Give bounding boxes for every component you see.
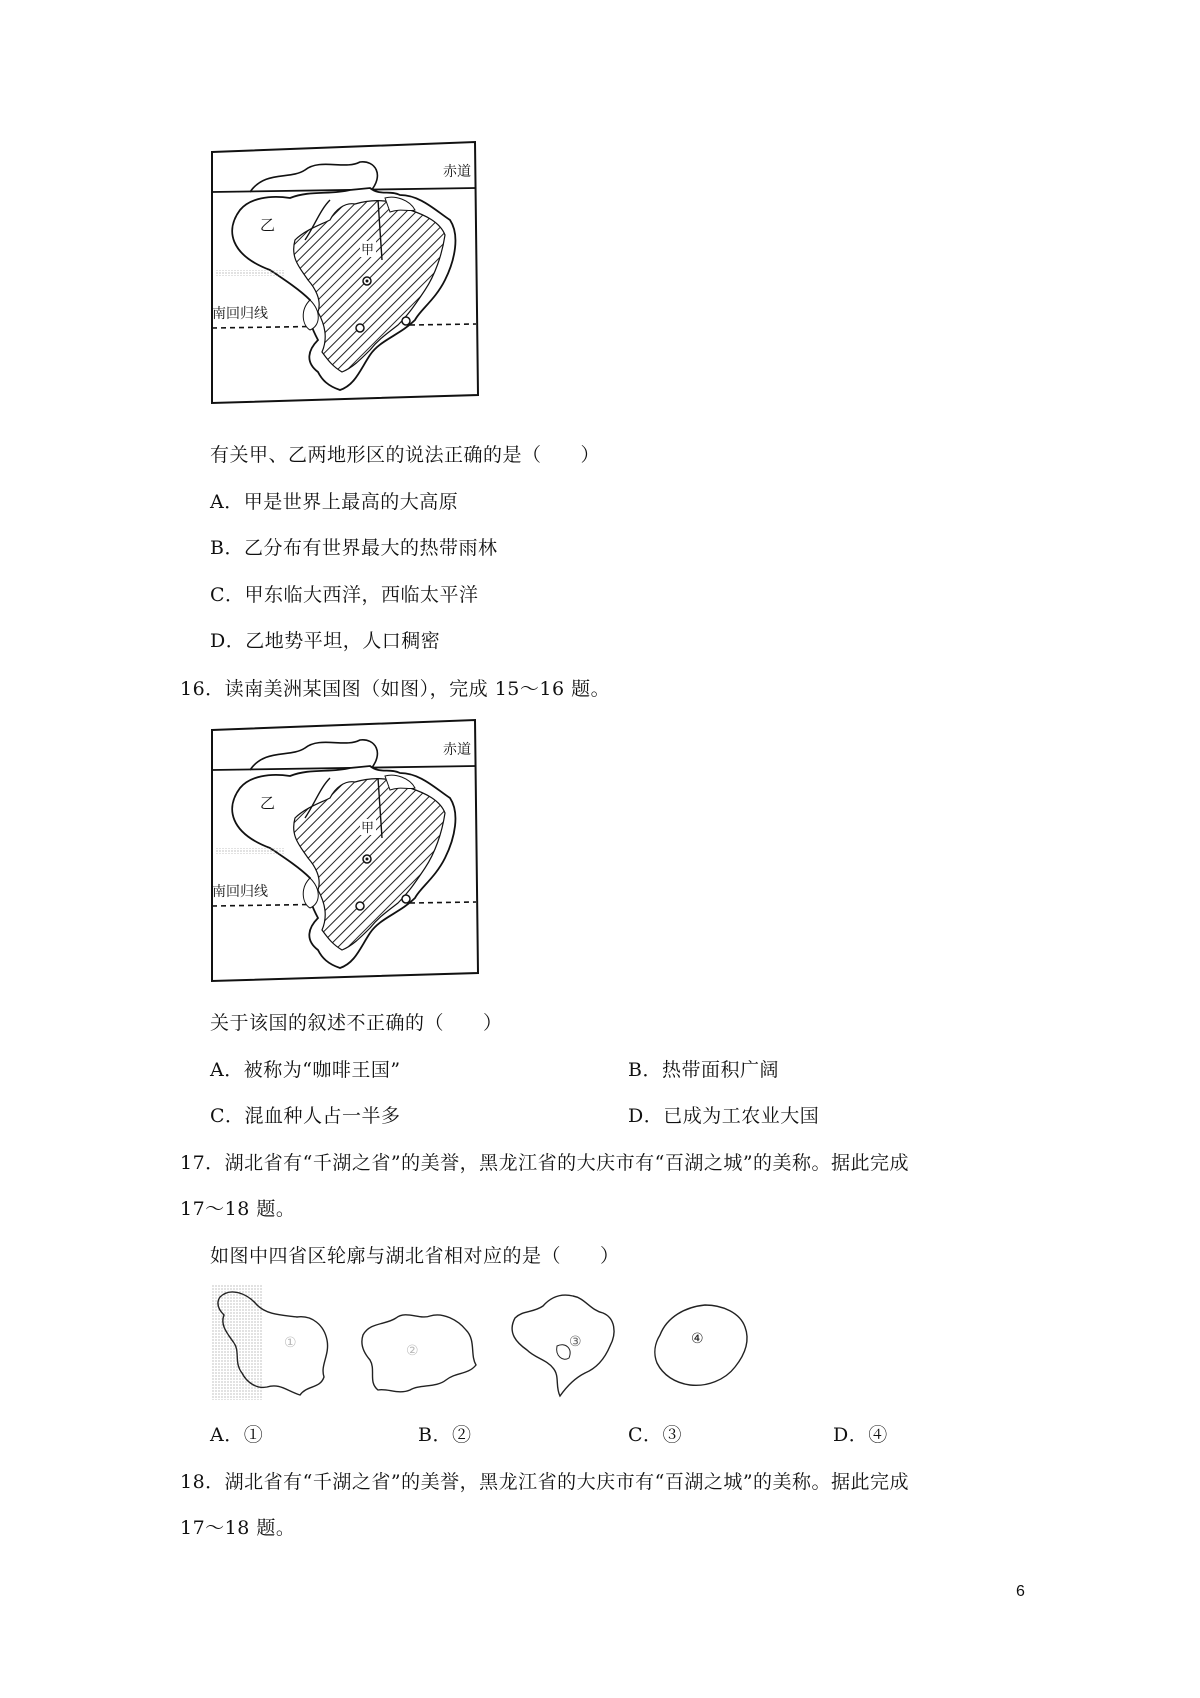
- q17-stem: 如图中四省区轮廓与湖北省相对应的是（ ）: [210, 1245, 620, 1267]
- province-4: [645, 1295, 755, 1395]
- page-number: 6: [1016, 1583, 1025, 1600]
- province-3: [505, 1288, 625, 1398]
- q16-yi-label: 乙: [260, 794, 276, 812]
- q15-option-d: D．乙地势平坦，人口稠密: [210, 630, 441, 652]
- q15-map: [210, 140, 480, 410]
- q16-option-d: D．已成为工农业大国: [628, 1105, 820, 1127]
- q16-equator-label: 赤道: [443, 742, 471, 758]
- q15-option-b: B．乙分布有世界最大的热带雨林: [210, 537, 498, 559]
- q16-jia-label: 甲: [361, 821, 375, 836]
- q16-map: [210, 718, 480, 988]
- province-1-label: ①: [284, 1335, 297, 1351]
- q17-option-a: A．①: [210, 1424, 264, 1446]
- q15-jia-label: 甲: [361, 243, 375, 258]
- q15-stem: 有关甲、乙两地形区的说法正确的是（ ）: [210, 444, 601, 466]
- q16-stem: 关于该国的叙述不正确的（ ）: [210, 1012, 503, 1034]
- q15-option-c: C．甲东临大西洋，西临太平洋: [210, 584, 479, 606]
- province-4-label: ④: [691, 1331, 704, 1347]
- q16-intro: 16．读南美洲某国图（如图），完成 15～16 题。: [180, 678, 611, 700]
- q15-equator-label: 赤道: [443, 164, 471, 180]
- q16-option-c: C．混血种人占一半多: [210, 1105, 401, 1127]
- q16-option-a: A．被称为“咖啡王国”: [210, 1059, 401, 1081]
- q16-tropic-label: 南回归线: [212, 884, 268, 900]
- q17-intro-line1: 17．湖北省有“千湖之省”的美誉，黑龙江省的大庆市有“百湖之城”的美称。据此完成: [180, 1152, 910, 1174]
- q15-option-a: A．甲是世界上最高的大高原: [210, 491, 459, 513]
- q18-intro-line1: 18．湖北省有“千湖之省”的美誉，黑龙江省的大庆市有“百湖之城”的美称。据此完成: [180, 1471, 910, 1493]
- q18-intro-line2: 17～18 题。: [180, 1517, 296, 1539]
- province-2-label: ②: [406, 1343, 419, 1359]
- q17-intro-line2: 17～18 题。: [180, 1198, 296, 1220]
- q16-option-b: B．热带面积广阔: [628, 1059, 779, 1081]
- q17-option-d: D．④: [833, 1424, 888, 1446]
- province-1: [212, 1285, 337, 1400]
- q17-option-b: B．②: [418, 1424, 472, 1446]
- province-3-label: ③: [569, 1334, 582, 1350]
- q15-tropic-label: 南回归线: [212, 306, 268, 322]
- province-2: [358, 1300, 483, 1400]
- q15-yi-label: 乙: [260, 216, 276, 234]
- q17-option-c: C．③: [628, 1424, 683, 1446]
